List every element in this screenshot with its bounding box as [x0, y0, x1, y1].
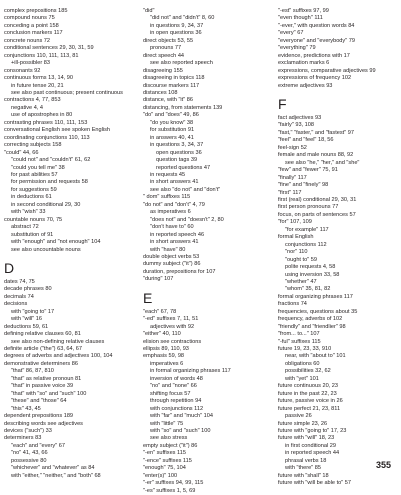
index-entry: future, passive voice in 26	[278, 398, 343, 405]
index-entry: negative 4, 4	[11, 104, 44, 111]
index-entry: with "far" and "much" 104	[150, 413, 213, 420]
index-entry: with "enough" and "not enough" 104	[11, 239, 101, 246]
index-column-2	[143, 8, 271, 495]
index-entry: in deductions 61	[11, 194, 52, 201]
index-entry: in first conditional 29	[285, 442, 336, 449]
index-entry: with "either," "neither," and "both" 68	[11, 472, 101, 479]
index-entry: substitution of 91	[11, 231, 54, 238]
index-entry: in formal organizing phrases 117	[150, 368, 231, 375]
index-entry: with conjunctions 112	[150, 405, 204, 412]
index-entry: for past abilities 57	[11, 171, 58, 178]
index-entry: deductions 59, 61	[4, 323, 49, 330]
index-entry: in short answers 41	[150, 239, 199, 246]
index-entry: "every" 67	[278, 30, 304, 37]
index-entry: in reported speech 46	[150, 231, 205, 238]
index-entry: future continuous 20, 23	[278, 383, 339, 390]
index-entry: coordinating conjunctions 110, 113	[4, 134, 90, 141]
index-entry: ellipsis 89, 110, 93	[143, 346, 189, 353]
index-entry: "could not" and "couldn't" 61, 62	[11, 157, 91, 164]
index-entry: "enter(s)" 100	[143, 472, 178, 479]
index-entry: "fine" and "finely" 98	[278, 182, 329, 189]
index-entry: in questions 3, 34, 37	[150, 142, 204, 149]
index-entry: countable nouns 70, 75	[4, 216, 63, 223]
index-entry: obligations 60	[285, 360, 320, 367]
index-entry: "do" and "does" 49, 86	[143, 112, 199, 119]
index-entry: with "will" 16	[11, 316, 43, 323]
index-entry: future with "will" 18, 23	[278, 435, 335, 442]
index-entry: see also "do not" and "don't"	[150, 186, 221, 193]
index-entry: "does not" and "doesn't" 2, 80	[150, 216, 224, 223]
index-entry: "each" 67, 78	[143, 308, 177, 315]
index-entry: future perfect 21, 23, 811	[278, 405, 341, 412]
index-entry: decimals 74	[4, 293, 34, 300]
index-entry: pronouns 77	[150, 45, 182, 52]
index-entry: "could you tell me" 38	[11, 164, 65, 171]
index-entry: imperatives 6	[150, 360, 184, 367]
index-entry: abstract 72	[11, 224, 39, 231]
index-entry: dummy subject ("it") 86	[143, 261, 201, 268]
index-entry: "that" with "so" and "such" 100	[11, 390, 87, 397]
index-entry: "-ence" suffixes 115	[143, 457, 192, 464]
index-entry: future in the past 22, 23	[278, 390, 337, 397]
index-entry: decade phrases 80	[4, 286, 52, 293]
index-entry: "everything" 79	[278, 45, 316, 52]
index-entry: direct speech 44	[143, 52, 185, 59]
index-entry: polite requests 4, 58	[285, 264, 336, 271]
index-entry: reported questions 47	[156, 164, 211, 171]
index-entry: determiners 83	[4, 435, 42, 442]
index-entry: possessive 80	[11, 457, 47, 464]
index-entry: "-es" suffixes 1, 5, 69	[143, 487, 196, 494]
index-entry: future 19, 23, 33, 910	[278, 346, 332, 353]
index-entry: conjunctions 112	[285, 241, 327, 248]
index-entry: devices ("such") 33	[4, 428, 52, 435]
index-entry: "this" 43, 45	[11, 405, 41, 412]
index-entry: "for" 107, 109	[278, 219, 312, 226]
index-entry: in open questions 36	[150, 30, 202, 37]
index-column-1	[4, 8, 132, 480]
index-entry: compound nouns 75	[4, 15, 55, 22]
index-entry: direct objects 53, 55	[143, 37, 194, 44]
index-entry: exclamation marks 6	[278, 60, 330, 67]
index-entry: future with "will be able to" 57	[278, 480, 352, 487]
index-entry: disagreeing 155	[143, 67, 183, 74]
index-entry: formal organizing phrases 117	[278, 293, 353, 300]
index-entry: complex prepositions 185	[4, 8, 68, 14]
index-entry: disagreeing in topics 118	[143, 75, 205, 82]
index-entry: "few" and "fewer" 75, 91	[278, 167, 338, 174]
index-entry: dependent prepositions 189	[4, 413, 74, 420]
index-entry: "finally" 117	[278, 174, 307, 181]
index-entry: evidence, predictions with 17	[278, 52, 350, 59]
index-entry: in reported speech 44	[285, 450, 340, 457]
index-entry: adjectives with 92	[150, 323, 195, 330]
index-entry: contractions 4, 77, 853	[4, 97, 61, 104]
index-entry: focus, on parts of sentences 57	[278, 211, 356, 218]
index-entry: elision see contractions	[143, 338, 202, 345]
index-entry: "no" and "none" 66	[150, 383, 197, 390]
index-entry: "even though" 111	[278, 15, 323, 22]
index-entry: "don't have to" 60	[150, 224, 194, 231]
index-entry: "-ever," with question words 84	[278, 22, 355, 29]
index-entry: feel-sign 52	[278, 144, 307, 151]
index-entry: "that" in passive voice 39	[11, 383, 74, 390]
index-entry: "do you know" 38	[150, 119, 194, 126]
index-entry: with "there" 85	[285, 465, 321, 472]
index-entry: "did not" and "didn't" 8, 60	[150, 15, 215, 22]
index-entry: "everyone" and "everybody" 79	[278, 37, 355, 44]
index-entry: "-en" suffixes 115	[143, 450, 186, 457]
index-entry: "first" 117	[278, 189, 302, 196]
index-entry: conditional sentences 29, 30, 31, 59	[4, 45, 94, 52]
index-entry: future with "going to" 17, 23	[278, 428, 347, 435]
index-entry: in answers 40, 41	[150, 134, 194, 141]
index-entry: "-er" suffixes 94, 99, 115	[143, 480, 204, 487]
index-entry: near, with "about to" 101	[285, 353, 346, 360]
index-entry: "ought to" 59	[285, 256, 317, 263]
index-entry: for substitution 91	[150, 127, 195, 134]
index-entry: "enough" 75, 104	[143, 465, 186, 472]
index-entry: " dom" suffixes 115	[143, 194, 191, 201]
index-entry: passive 26	[285, 413, 312, 420]
index-entry: definite article ("the") 63, 64, 67	[4, 346, 82, 353]
index-entry: first (real) conditional 29, 30, 31	[278, 196, 357, 203]
index-entry: "-ed" suffixes 7, 11, 51	[143, 316, 199, 323]
index-entry: conjunctions 110, 111, 113, 81	[4, 52, 79, 59]
index-entry: "these" and "those" 64	[11, 398, 67, 405]
index-entry: for permission and requests 58	[11, 179, 88, 186]
index-entry: with "have" 80	[150, 246, 186, 253]
page-number: 355	[375, 460, 391, 470]
index-entry: first person pronouns 77	[278, 204, 339, 211]
index-entry: fractions 74	[278, 301, 307, 308]
index-entry: duration, prepositions for 107	[143, 268, 216, 275]
index-entry: "nor" 110	[285, 249, 308, 256]
index-entry: discourse markers 117	[143, 82, 200, 89]
index-entry: female and male nouns 88, 92	[278, 152, 354, 159]
index-entry: degrees of adverbs and adjectives 100, 104	[4, 353, 113, 360]
index-entry: extreme adjectives 93	[278, 82, 333, 89]
index-entry: in short answers 41	[150, 179, 199, 186]
index-entry: conceding a point 158	[4, 22, 59, 29]
index-entry: +ill-possibler 83	[11, 60, 51, 67]
index-entry: contrasting phrases 110, 111, 153	[4, 119, 88, 126]
index-entry: through repetition 94	[150, 398, 202, 405]
index-entry: consonants 92	[4, 67, 41, 74]
index-entry: possibilities 32, 62	[285, 368, 331, 375]
index-entry: "friendly" and "friendlier" 98	[278, 323, 346, 330]
index-entry: "that" as relative pronoun 81	[11, 375, 82, 382]
index-column-3	[278, 8, 401, 488]
index-entry: demonstrative determiners 86	[4, 360, 78, 367]
index-entry: open questions 36	[156, 149, 202, 156]
index-entry: "fast," "faster," and "fastest" 97	[278, 129, 354, 136]
index-entry: in requests 45	[150, 171, 186, 178]
index-entry: "each" and "every" 67	[11, 442, 65, 449]
index-entry: describing words see adjectives	[4, 420, 83, 427]
index-entry: with "going to" 17	[11, 308, 55, 315]
index-entry: concrete nouns 72	[4, 37, 51, 44]
index-entry: decisions	[4, 301, 28, 308]
index-entry: expressions, comparative adjectives 99	[278, 67, 376, 74]
index-entry: expressions of frequency 102	[278, 75, 352, 82]
index-entry: see also reported speech	[150, 60, 213, 67]
index-entry: "during" 107	[143, 276, 174, 283]
index-entry: see also past continuous; present continuous	[11, 89, 123, 96]
index-entry: "feel" and "feel" 18, 56	[278, 137, 334, 144]
index-entry: continuous forms 13, 14, 90	[4, 75, 74, 82]
index-entry: emphasis 59, 98	[143, 353, 185, 360]
index-entry: "-est" suffixes 97, 99	[278, 8, 329, 14]
index-entry: with "so" and "such" 100	[150, 428, 211, 435]
index-entry: "for example" 117	[285, 226, 329, 233]
index-entry: see also uncountable nouns	[11, 246, 81, 253]
index-entry: shifting focus 57	[150, 390, 191, 397]
index-entry: with "little" 75	[150, 420, 184, 427]
index-entry: conversational English see spoken English	[4, 127, 111, 134]
index-section-letter: F	[278, 95, 287, 112]
index-entry: as imperatives 6	[150, 209, 191, 216]
index-entry: see also "he," "her," and "she"	[285, 159, 360, 166]
index-entry: "whichever" and "whatever" as 84	[11, 465, 95, 472]
index-entry: see also non-defining relative clauses	[11, 338, 105, 345]
index-entry: future with "shall" 18	[278, 472, 329, 479]
index-entry: defining relative clauses 60, 81	[4, 331, 81, 338]
index-entry: "do not" and "don't" 4, 79	[143, 201, 205, 208]
index-entry: inversion of words 48	[150, 375, 203, 382]
index-entry: see also stress	[150, 435, 188, 442]
index-entry: "could" 44, 66	[4, 149, 39, 156]
index-entry: "-ful" suffixes 115	[278, 338, 321, 345]
index-entry: double object verbs 53	[143, 253, 200, 260]
index-entry: use of apostrophes in 80	[11, 112, 73, 119]
index-entry: in future tense 20, 21	[11, 82, 64, 89]
index-entry: future simple 23, 26	[278, 420, 328, 427]
index-entry: distances 108	[143, 89, 178, 96]
index-entry: formal English	[278, 234, 314, 241]
index-entry: in second conditional 29, 30	[11, 201, 81, 208]
index-entry: for suggestions 59	[11, 186, 57, 193]
index-entry: dates 74, 75	[4, 278, 35, 285]
index-section-letter: D	[4, 259, 15, 276]
index-entry: question tags 39	[156, 157, 198, 164]
index-entry: "did"	[143, 8, 155, 14]
index-entry: frequency, adverbs of 102	[278, 316, 343, 323]
index-entry: distancing, from statements 139	[143, 104, 223, 111]
index-entry: correcting subjects 158	[4, 142, 62, 149]
index-entry: in questions 9, 34, 37	[150, 22, 204, 29]
index-entry: using inversion 33, 58	[285, 271, 340, 278]
index-entry: fact adjectives 93	[278, 114, 322, 121]
index-entry: phrasal verbs 18	[285, 457, 327, 464]
index-entry: conclusion markers 117	[4, 30, 63, 37]
index-entry: "whom" 35, 81, 82	[285, 286, 331, 293]
index-entry: empty subject ("it") 86	[143, 442, 198, 449]
index-entry: "fairly" 93, 108	[278, 122, 314, 129]
index-entry: with "wish" 33	[11, 209, 46, 216]
index-entry: "from... to..." 107	[278, 331, 320, 338]
index-entry: "no" 41, 43, 66	[11, 450, 48, 457]
index-entry: with "yet" 101	[285, 375, 319, 382]
index-entry: frequencies, questions about 35	[278, 308, 358, 315]
index-entry: distance, with "it" 86	[143, 97, 193, 104]
index-entry: "whether" 47	[285, 278, 317, 285]
index-section-letter: E	[143, 289, 153, 306]
index-entry: "that" 86, 87, 810	[11, 368, 54, 375]
index-entry: "either" 40, 110	[143, 331, 181, 338]
